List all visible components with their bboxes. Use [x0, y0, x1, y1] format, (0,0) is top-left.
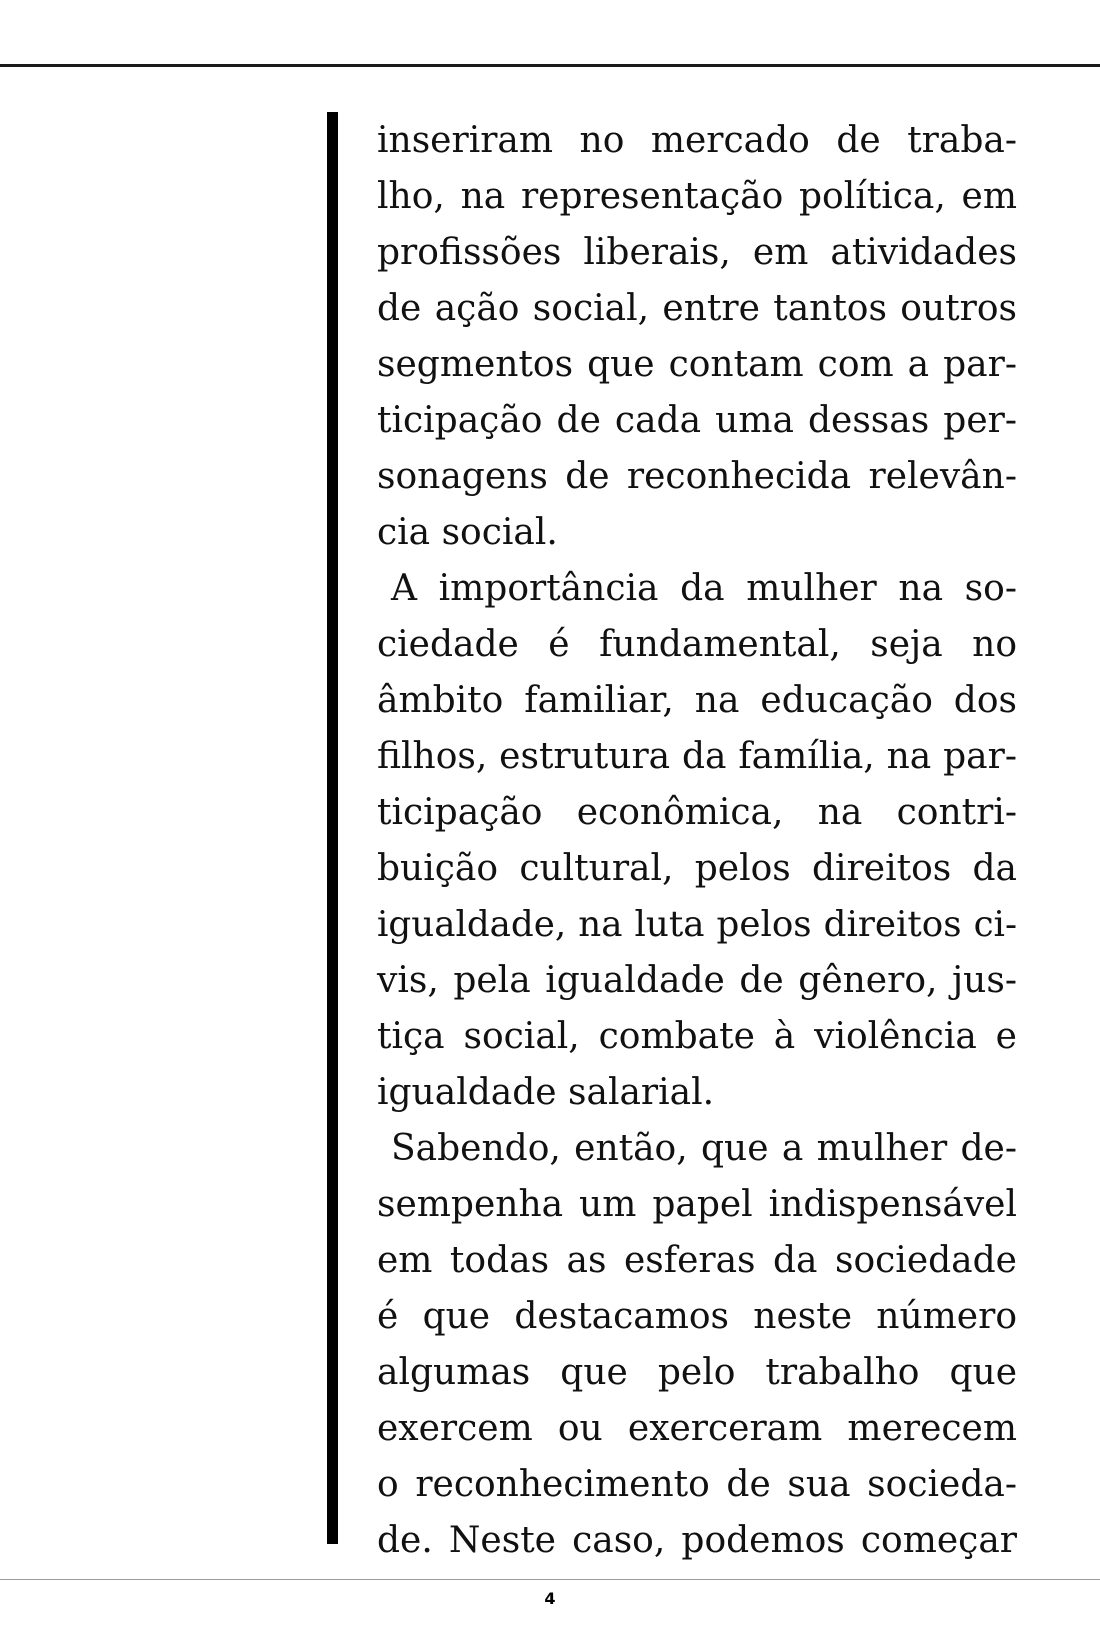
- text-line: igualdade, na luta pelos direitos ci-: [377, 904, 1017, 945]
- text-line: tiça social, combate à violência e: [377, 1016, 1017, 1057]
- text-line: ciedade é fundamental, seja no: [377, 624, 1017, 665]
- text-line: igualdade salarial.: [377, 1072, 715, 1113]
- text-line: ticipação de cada uma dessas per-: [377, 400, 1017, 441]
- text-line: Sabendo, então, que a mulher de-: [391, 1128, 1017, 1169]
- paragraph: [377, 113, 1017, 561]
- text-line: vis, pela igualdade de gênero, jus-: [377, 960, 1017, 1001]
- text-line: A importância da mulher na so-: [391, 568, 1017, 609]
- text-line: é que destacamos neste número: [377, 1296, 1017, 1337]
- text-line: sempenha um papel indispensável: [377, 1184, 1017, 1225]
- top-rule: [0, 64, 1100, 67]
- text-line: exercem ou exerceram merecem: [377, 1408, 1017, 1449]
- paragraph: [377, 1121, 1017, 1569]
- page-number: 4: [544, 1589, 556, 1608]
- text-line: profissões liberais, em atividades: [377, 232, 1017, 273]
- vertical-accent-bar: [327, 112, 338, 1544]
- body-text: [377, 113, 1017, 1569]
- text-line: cia social.: [377, 512, 558, 553]
- text-line: âmbito familiar, na educação dos: [377, 680, 1017, 721]
- paragraph: [377, 561, 1017, 1121]
- text-line: o reconhecimento de sua socieda-: [377, 1464, 1017, 1505]
- text-line: sonagens de reconhecida relevân-: [377, 456, 1017, 497]
- text-line: em todas as esferas da sociedade: [377, 1240, 1017, 1281]
- text-line: ticipação econômica, na contri-: [377, 792, 1017, 833]
- text-line: segmentos que contam com a par-: [377, 344, 1017, 385]
- footer-rule: [0, 1579, 1100, 1580]
- text-line: buição cultural, pelos direitos da: [377, 848, 1017, 889]
- text-line: de ação social, entre tantos outros: [377, 288, 1017, 329]
- text-line: inseriram no mercado de traba-: [377, 120, 1017, 161]
- text-line: algumas que pelo trabalho que: [377, 1352, 1017, 1393]
- text-line: filhos, estrutura da família, na par-: [377, 736, 1017, 777]
- text-line: lho, na representação política, em: [377, 176, 1017, 217]
- text-line: de. Neste caso, podemos começar: [377, 1520, 1017, 1561]
